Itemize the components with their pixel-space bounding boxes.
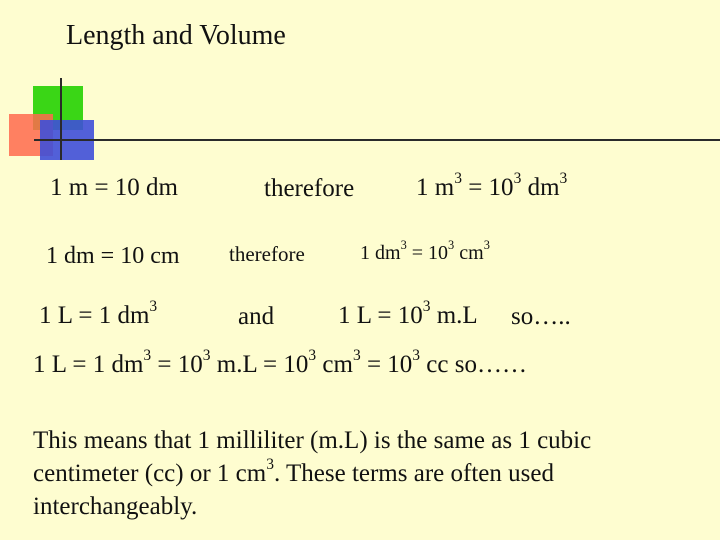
row2-right: [360, 238, 490, 265]
row2-right-sup3: 3: [483, 238, 490, 253]
row2-right-e: cm: [454, 242, 484, 264]
row1-right-sup2: 3: [513, 170, 522, 188]
logo-vertical-line: [60, 78, 62, 160]
row1-left: [50, 174, 178, 202]
row1-right: [416, 170, 568, 202]
summary-sup5: 3: [412, 347, 421, 365]
row3-right: [338, 298, 478, 330]
paragraph-line3: interchangeably.: [33, 493, 198, 520]
row1-left-text: 1 m = 10 dm: [50, 174, 178, 201]
summary-part6: cc so……: [420, 351, 527, 378]
paragraph-line2-sup: 3: [266, 456, 274, 474]
slide-title: Length and Volume: [66, 20, 286, 51]
row2-right-sup2: 3: [448, 238, 455, 253]
row1-right-a: 1 m: [416, 174, 455, 201]
summary-sup1: 3: [143, 347, 152, 365]
row2-left: [46, 243, 180, 270]
row3-tail: so…..: [511, 303, 571, 330]
row1-mid: therefore: [264, 175, 355, 202]
decorative-logo: [0, 70, 110, 170]
summary-sup4: 3: [352, 347, 361, 365]
summary-part1: 1 L = 1 dm: [33, 351, 144, 378]
row2-left-text: 1 dm = 10 cm: [46, 243, 180, 269]
title-divider-line: [34, 139, 720, 141]
summary-part4: cm: [316, 351, 353, 378]
row1-right-sup3: 3: [559, 170, 568, 188]
row2-right-c: = 10: [406, 242, 449, 264]
row2-right-a: 1 dm: [360, 242, 401, 264]
summary-equation: [33, 347, 527, 379]
summary-part5: = 10: [360, 351, 413, 378]
summary-sup2: 3: [202, 347, 211, 365]
summary-part2: = 10: [151, 351, 203, 378]
row3-left-text: 1 L = 1 dm: [39, 302, 150, 329]
row3-right-a: 1 L = 10: [338, 302, 423, 329]
paragraph-line2-a: centimeter (cc) or 1 cm: [33, 460, 267, 487]
row1-right-sup1: 3: [454, 170, 462, 188]
row1-right-c: = 10: [461, 174, 514, 201]
paragraph-line1: This means that 1 milliliter (m.L) is the same as 1 cubic: [33, 427, 592, 454]
row2-mid: therefore: [229, 242, 305, 266]
explanation-paragraph: [33, 424, 713, 523]
row3-right-c: m.L: [430, 302, 478, 329]
row2-right-sup1: 3: [400, 238, 407, 253]
row3-mid: and: [238, 303, 275, 330]
row3-right-sup: 3: [422, 298, 431, 316]
row3-left: [39, 298, 158, 330]
row3-left-sup: 3: [149, 298, 158, 316]
paragraph-line2: [33, 457, 713, 490]
paragraph-line2-b: . These terms are often used: [273, 460, 554, 487]
row1-right-e: dm: [521, 174, 560, 201]
summary-sup3: 3: [308, 347, 317, 365]
summary-part3: m.L = 10: [210, 351, 309, 378]
